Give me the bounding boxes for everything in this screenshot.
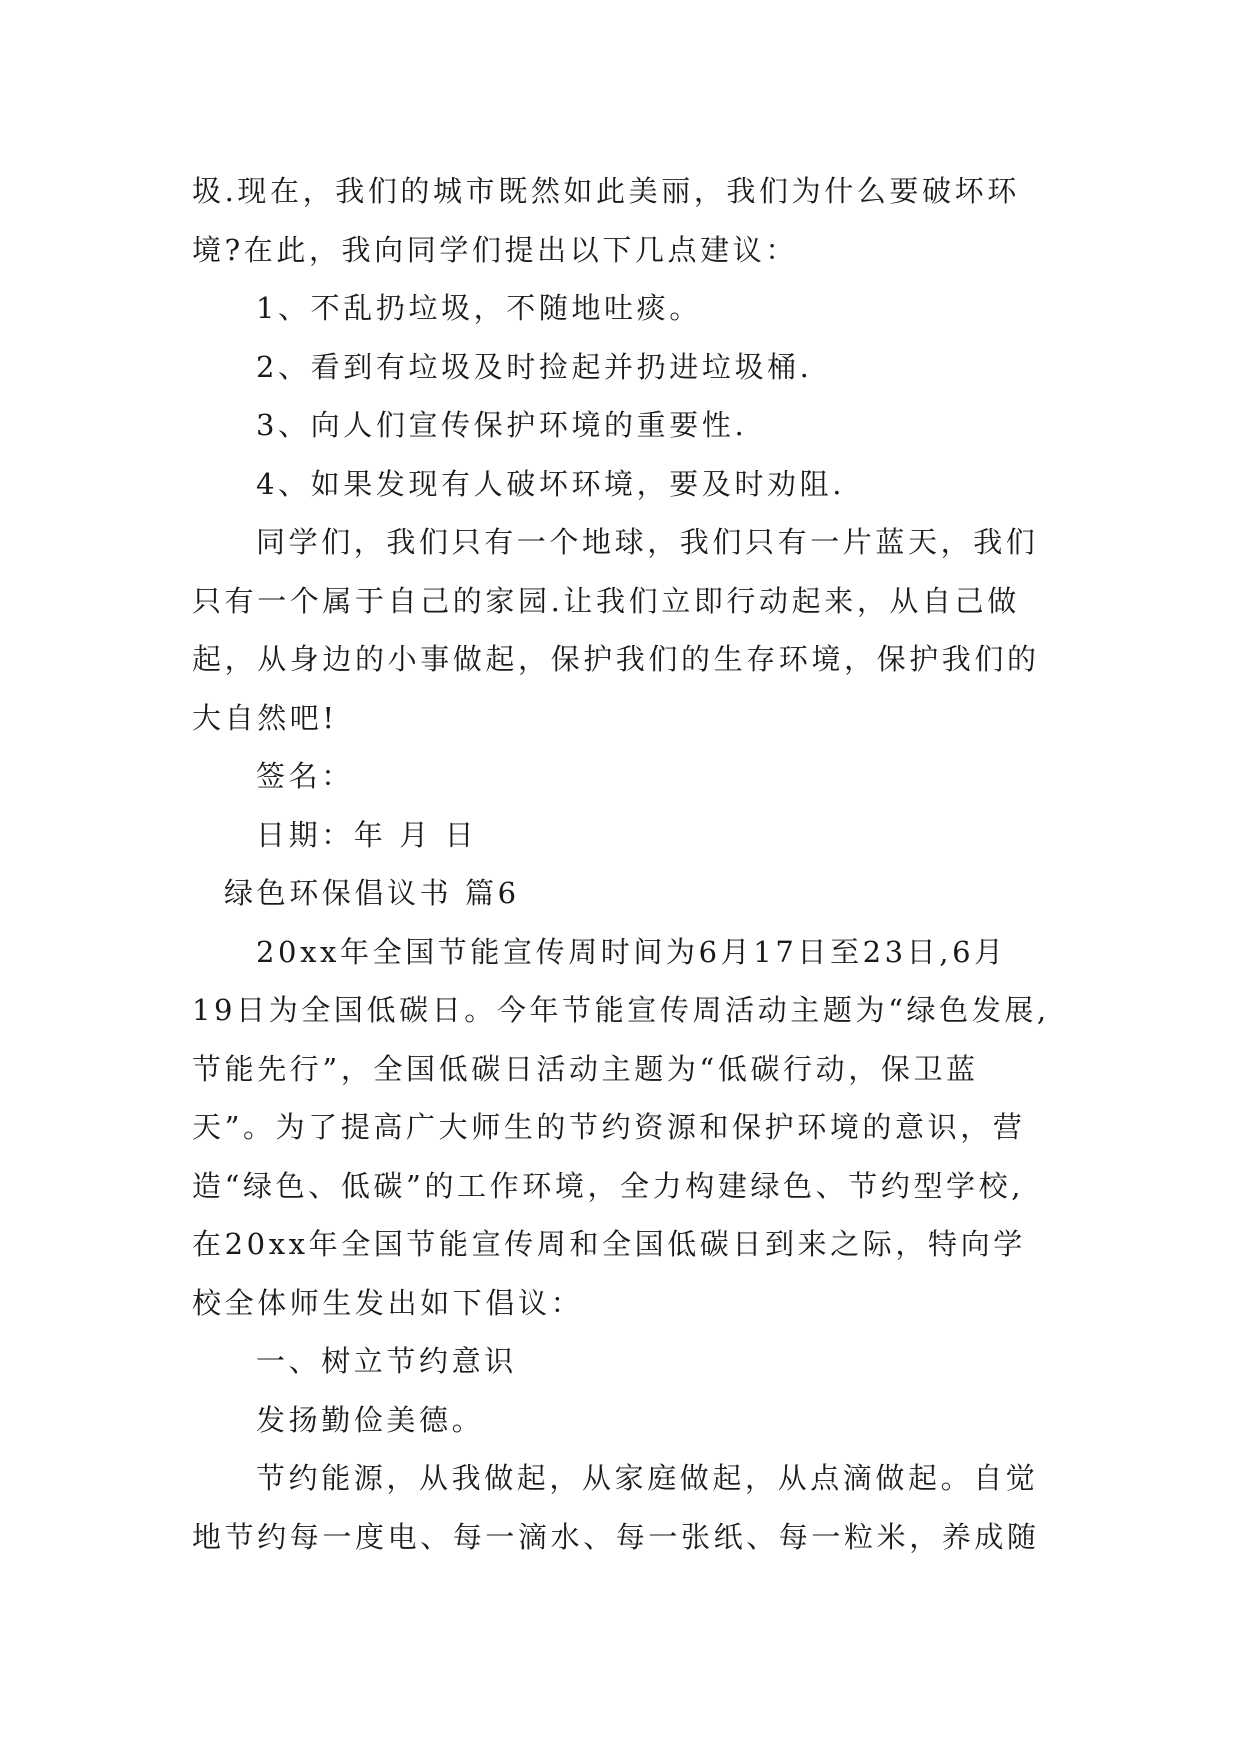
text-line: 3、向人们宣传保护环境的重要性. [256,408,748,442]
text-line: 1、不乱扔垃圾，不随地吐痰。 [256,291,702,325]
text-line: 地节约每一度电、每一滴水、每一张纸、每一粒米，养成随 [192,1519,1040,1554]
date-line [192,806,1052,865]
text-line: 只有一个属于自己的家园.让我们立即行动起来，从自己做 [192,583,1020,618]
text-line: 日期：年 月 日 [256,817,478,852]
text-line: 20xx年全国节能宣传周时间为6月17日至23日,6月 [256,934,1007,969]
list-item-1 [192,279,1052,338]
text-line: 天”。为了提高广大师生的节约资源和保护环境的意识，营 [192,1110,1026,1144]
paragraph-energy-week [192,923,1052,1333]
text-line: 校全体师生发出如下倡议： [192,1285,584,1320]
list-item-2 [192,338,1052,397]
text-line: 一、树立节约意识 [256,1344,517,1378]
text-line: 发扬勤俭美德。 [256,1402,485,1437]
section-heading [192,864,1052,923]
text-line: 起，从身边的小事做起，保护我们的生存环境，保护我们的 [192,642,1040,676]
text-line: 同学们，我们只有一个地球，我们只有一片蓝天，我们 [256,525,1039,559]
signature-line [192,747,1052,806]
text-line: 大自然吧! [192,700,338,735]
document-body [192,162,1052,1566]
text-line: 造“绿色、低碳”的工作环境，全力构建绿色、节约型学校, [192,1168,1025,1203]
text-line: 节约能源，从我做起，从家庭做起，从点滴做起。自觉 [256,1461,1039,1495]
paragraph-proposal-intro [192,162,1052,279]
paragraph-closing-appeal [192,513,1052,747]
text-line: 圾.现在，我们的城市既然如此美丽，我们为什么要破坏环 [192,174,1020,208]
list-item-4 [192,455,1052,514]
text-line: 4、如果发现有人破坏环境，要及时劝阻. [256,466,846,501]
paragraph-save-energy [192,1449,1052,1566]
text-line: 境?在此，我向同学们提出以下几点建议： [192,232,798,267]
heading-text: 绿色环保倡议书 篇6 [224,876,520,910]
paragraph-thrift [192,1391,1052,1450]
text-line: 19日为全国低碳日。今年节能宣传周活动主题为“绿色发展, [192,993,1050,1027]
list-item-3 [192,396,1052,455]
text-line: 签名： [256,759,354,793]
text-line: 节能先行”，全国低碳日活动主题为“低碳行动，保卫蓝 [192,1051,979,1086]
subheading-awareness [192,1332,1052,1391]
text-line: 2、看到有垃圾及时捡起并扔进垃圾桶. [256,349,813,384]
text-line: 在20xx年全国节能宣传周和全国低碳日到来之际，特向学 [192,1227,1026,1261]
